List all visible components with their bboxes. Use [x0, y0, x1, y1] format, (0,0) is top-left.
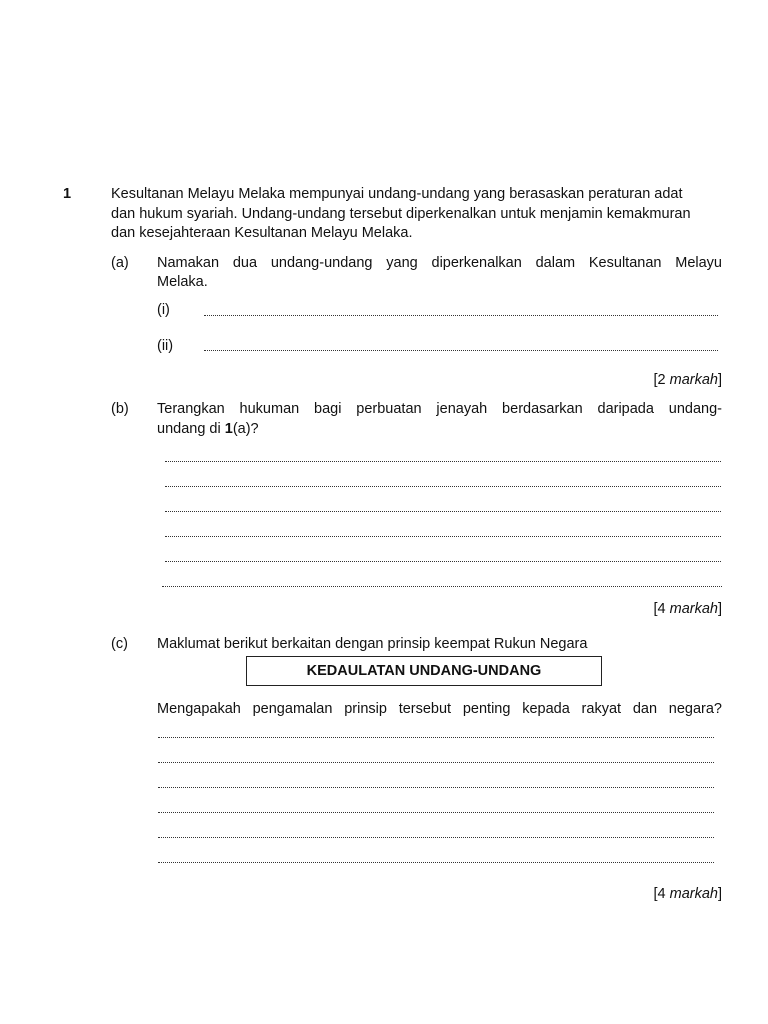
answer-line-b-5[interactable] [165, 560, 721, 562]
part-c-label: (c) [111, 636, 128, 652]
answer-line-b-4[interactable] [165, 535, 721, 537]
answer-line-b-2[interactable] [165, 485, 721, 487]
answer-line-a-i[interactable] [204, 314, 718, 316]
question-number: 1 [63, 186, 72, 202]
intro-line-2: dan hukum syariah. Undang-undang tersebut diperkenalkan untuk menjamin kemakmuran [111, 206, 691, 222]
part-a-sub-i-label: (i) [157, 302, 170, 318]
answer-line-c-6[interactable] [158, 861, 714, 863]
answer-line-b-3[interactable] [165, 510, 721, 512]
answer-line-c-2[interactable] [158, 761, 714, 763]
part-a-sub-ii-label: (ii) [157, 338, 174, 354]
part-b-line-2: undang di 1(a)? [157, 421, 259, 437]
part-c-marks: [4 markah] [653, 886, 722, 902]
part-b-label: (b) [111, 401, 129, 417]
part-b-line-1: Terangkan hukuman bagi perbuatan jenayah berdasarkan daripada undang- [157, 401, 722, 417]
answer-line-b-1[interactable] [165, 460, 721, 462]
answer-line-c-4[interactable] [158, 811, 714, 813]
principle-box: KEDAULATAN UNDANG-UNDANG [246, 656, 602, 686]
part-c-question: Mengapakah pengamalan prinsip tersebut penting kepada rakyat dan negara? [157, 701, 722, 717]
part-a-line-1: Namakan dua undang-undang yang diperkenalkan dalam Kesultanan Melayu [157, 255, 722, 271]
answer-line-c-1[interactable] [158, 736, 714, 738]
answer-line-a-ii[interactable] [204, 349, 718, 351]
answer-line-c-3[interactable] [158, 786, 714, 788]
part-a-line-2: Melaka. [157, 274, 208, 290]
intro-line-1: Kesultanan Melayu Melaka mempunyai undang-undang yang berasaskan peraturan adat [111, 186, 683, 202]
answer-line-c-5[interactable] [158, 836, 714, 838]
part-a-marks: [2 markah] [653, 372, 722, 388]
part-b-marks: [4 markah] [653, 601, 722, 617]
intro-line-3: dan kesejahteraan Kesultanan Melayu Melaka. [111, 225, 413, 241]
part-a-label: (a) [111, 255, 129, 271]
part-c-line-1: Maklumat berikut berkaitan dengan prinsip keempat Rukun Negara [157, 636, 588, 652]
answer-line-b-6[interactable] [162, 585, 722, 587]
